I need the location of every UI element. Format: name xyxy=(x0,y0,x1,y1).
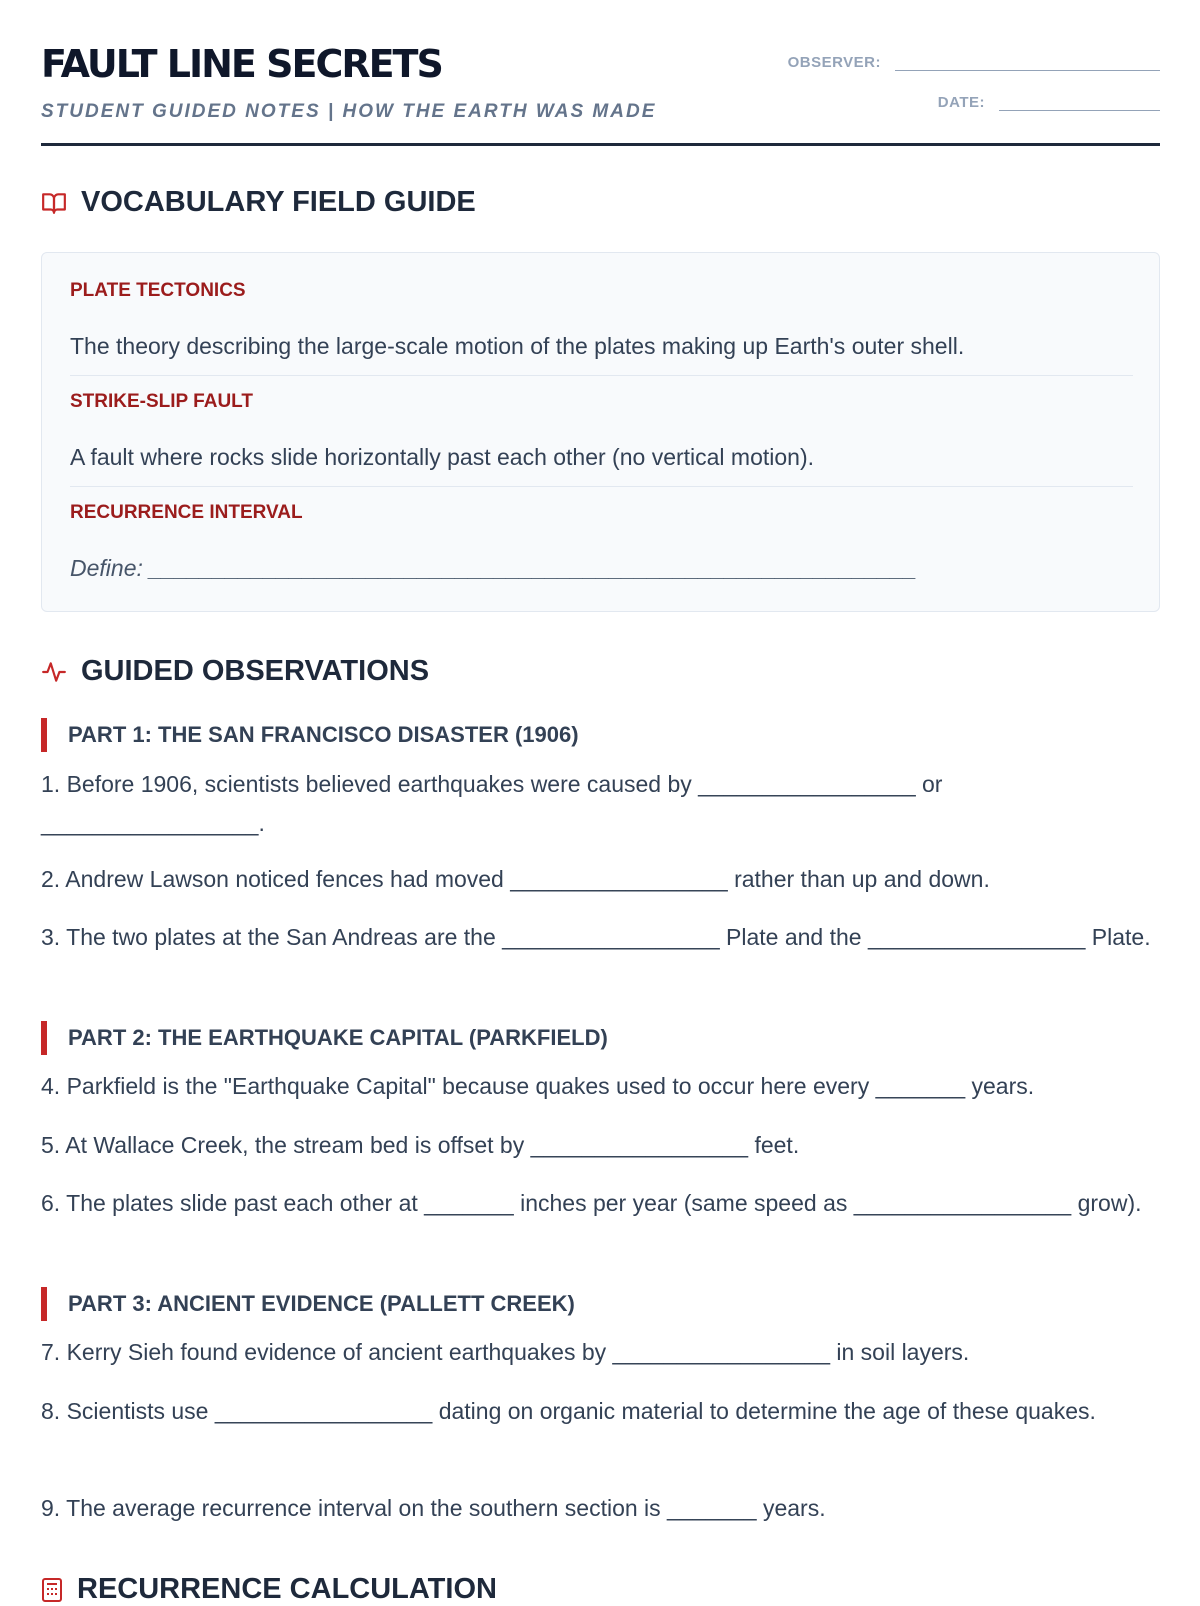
observations-heading xyxy=(41,655,429,688)
part-heading xyxy=(41,1021,608,1055)
calculator-icon xyxy=(41,1578,63,1602)
vocab-definition-prompt[interactable]: Define: ____________________________________________________________ xyxy=(70,555,917,581)
book-icon xyxy=(41,190,67,216)
vocab-definition: The theory describing the large-scale motion of the plates making up Earth's outer shell. xyxy=(70,333,965,359)
vocab-term: PLATE TECTONICS xyxy=(70,280,246,301)
question[interactable]: 1. Before 1906, scientists believed earthquakes were caused by _________________ or _________________. xyxy=(41,771,943,836)
observer-row xyxy=(788,46,1160,71)
observer-field[interactable] xyxy=(895,46,1160,71)
activity-icon xyxy=(41,659,67,685)
part-accent-bar xyxy=(41,718,47,752)
question[interactable]: 4. Parkfield is the "Earthquake Capital" because quakes used to occur here every _______ years. xyxy=(41,1073,1035,1099)
date-label: DATE: xyxy=(937,94,985,111)
observer-label: OBSERVER: xyxy=(787,54,881,71)
worksheet-page xyxy=(41,0,1160,1605)
vocab-definition: A fault where rocks slide horizontally past each other (no vertical motion). xyxy=(70,444,815,470)
vocab-heading-text: VOCABULARY FIELD GUIDE xyxy=(81,186,476,218)
vocab-heading xyxy=(41,186,476,219)
page-title: FAULT LINE SECRETS xyxy=(41,42,442,86)
vocab-term: STRIKE-SLIP FAULT xyxy=(70,391,253,412)
page-subtitle: STUDENT GUIDED NOTES | HOW THE EARTH WAS MADE xyxy=(41,101,657,122)
calculation-heading-text: RECURRENCE CALCULATION xyxy=(77,1573,497,1605)
part-title: PART 2: THE EARTHQUAKE CAPITAL (PARKFIELD) xyxy=(68,1025,608,1050)
question[interactable]: 8. Scientists use _________________ dating on organic material to determine the age of these quakes. xyxy=(41,1398,1096,1424)
vocab-entry xyxy=(70,502,1133,582)
vocab-entry xyxy=(70,391,1133,487)
question[interactable]: 2. Andrew Lawson noticed fences had moved _________________ rather than up and down. xyxy=(41,866,990,892)
calculation-heading xyxy=(41,1573,497,1606)
part-heading xyxy=(41,1287,575,1321)
worksheet-header xyxy=(41,0,1160,146)
vocab-term: RECURRENCE INTERVAL xyxy=(70,502,303,523)
part-title: PART 1: THE SAN FRANCISCO DISASTER (1906) xyxy=(68,722,579,747)
part-heading xyxy=(41,718,579,752)
question[interactable]: 6. The plates slide past each other at _______ inches per year (same speed as _________________ grow). xyxy=(41,1190,1142,1216)
observations-heading-text: GUIDED OBSERVATIONS xyxy=(81,655,430,687)
date-row xyxy=(938,86,1160,111)
vocab-entry xyxy=(70,280,1133,376)
question[interactable]: 3. The two plates at the San Andreas are the _________________ Plate and the _________________ Plate. xyxy=(41,924,1151,950)
vocab-box xyxy=(41,252,1160,612)
part-title: PART 3: ANCIENT EVIDENCE (PALLETT CREEK) xyxy=(68,1291,575,1316)
question[interactable]: 9. The average recurrence interval on the southern section is _______ years. xyxy=(41,1495,826,1521)
part-accent-bar xyxy=(41,1021,47,1055)
question[interactable]: 5. At Wallace Creek, the stream bed is offset by _________________ feet. xyxy=(41,1132,800,1158)
part-accent-bar xyxy=(41,1287,47,1321)
question[interactable]: 7. Kerry Sieh found evidence of ancient earthquakes by _________________ in soil layers. xyxy=(41,1339,970,1365)
date-field[interactable] xyxy=(999,86,1160,111)
